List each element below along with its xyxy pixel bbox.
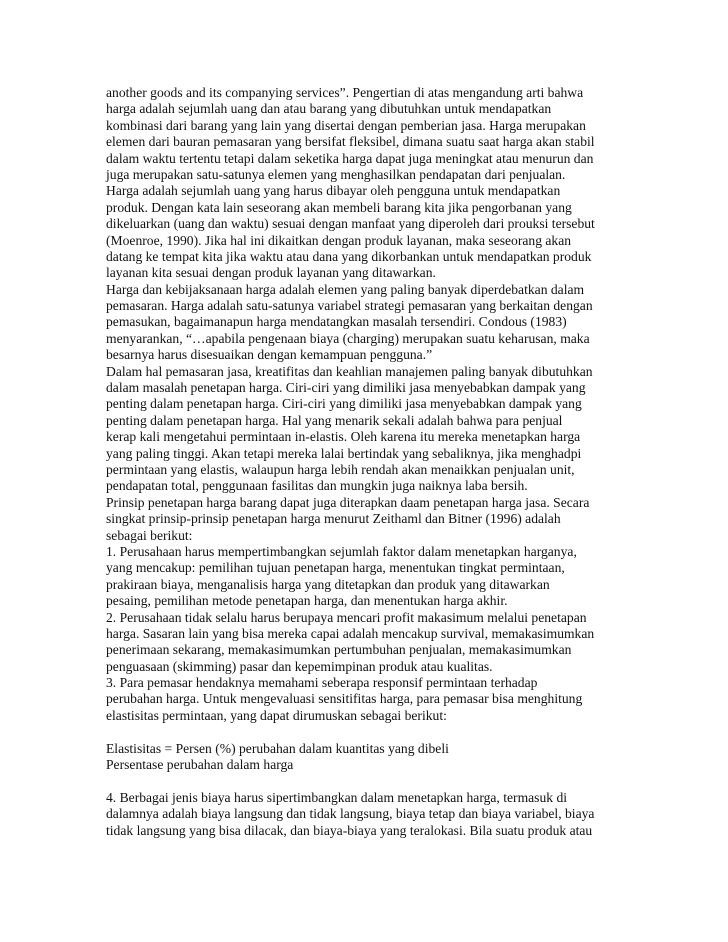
text-line: Prinsip penetapan harga barang dapat juga diterapkan daam penetapan harga jasa. Secara: [106, 494, 590, 510]
list-item-line: elastisitas permintaan, yang dapat dirumuskan sebagai berikut:: [106, 707, 447, 723]
text-line: singkat prinsip-prinsip penetapan harga menurut Zeithaml dan Bitner (1996) adalah: [106, 511, 561, 527]
blank-line: [106, 773, 728, 789]
blank-line: [106, 724, 728, 740]
text-line: pemasukan, bagaimanapun harga mendatangkan masalah tersendiri. Condous (1983): [106, 314, 567, 330]
list-item-line: 1. Perusahaan harus mempertimbangkan sejumlah faktor dalam menetapkan harganya,: [106, 543, 577, 559]
text-line: penting dalam penetapan harga. Ciri-ciri yang dimiliki jasa menyebabkan dampak yang: [106, 396, 582, 412]
text-line: permintaan yang elastis, walaupun harga lebih rendah akan menaikkan penjualan unit,: [106, 461, 575, 477]
text-line: menyarankan, “…apabila pengenaan biaya (charging) merupakan suatu keharusan, maka: [106, 330, 590, 346]
text-line: (Moenroe, 1990). Jika hal ini dikaitkan dengan produk layanan, maka seseorang akan: [106, 232, 572, 248]
text-line: produk. Dengan kata lain seseorang akan membeli barang kita jika pengorbanan yang: [106, 199, 572, 215]
text-line: layanan kita sesuai dengan produk layanan yang ditawarkan.: [106, 265, 436, 281]
list-item-line: penguasaan (skimming) pasar dan kepemimpinan produk atau kualitas.: [106, 658, 493, 674]
text-line: dikeluarkan (uang dan waktu) sesuai dengan manfaat yang diperoleh dari prouksi tersebut: [106, 216, 595, 232]
list-item-line: 4. Berbagai jenis biaya harus sipertimbangkan dalam menetapkan harga, termasuk di: [106, 789, 568, 805]
text-line: yang paling tinggi. Akan tetapi mereka lalai bertindak yang sebaliknya, jika menghadpi: [106, 445, 582, 461]
text-line: harga adalah sejumlah uang dan atau barang yang dibutuhkan untuk mendapatkan: [106, 101, 552, 117]
text-line: penting dalam penetapan harga. Hal yang menarik sekali adalah bahwa para penjual: [106, 412, 563, 428]
text-line: elemen dari bauran pemasaran yang bersifat fleksibel, dimana suatu saat harga akan stabil: [106, 134, 595, 150]
document-body: [106, 85, 728, 839]
text-line: kombinasi dari barang yang lain yang disertai dengan pemberian jasa. Harga merupakan: [106, 117, 586, 133]
text-line: pemasaran. Harga adalah satu-satunya variabel strategi pemasaran yang berkaitan dengan: [106, 298, 593, 314]
list-item-line: dalamnya adalah biaya langsung dan tidak langsung, biaya tetap dan biaya variabel, biaya: [106, 806, 595, 822]
list-item-line: perubahan harga. Untuk mengevaluasi sensitifitas harga, para pemasar bisa menghitung: [106, 691, 583, 707]
text-line: dalam masalah penetapan harga. Ciri-ciri yang dimiliki jasa menyebabkan dampak yang: [106, 380, 586, 396]
text-line: sebagai berikut:: [106, 527, 193, 543]
formula-denominator-line: Persentase perubahan dalam harga: [106, 757, 294, 773]
text-line: pendapatan total, penggunaan fasilitas dan mungkin juga naiknya laba bersih.: [106, 478, 528, 494]
text-line: juga merupakan satu-satunya elemen yang menghasilkan pendapatan dari penjualan.: [106, 166, 566, 182]
list-item-line: tidak langsung yang bisa dilacak, dan biaya-biaya yang teralokasi. Bila suatu produk atau: [106, 822, 593, 838]
text-line: Harga adalah sejumlah uang yang harus dibayar oleh pengguna untuk mendapatkan: [106, 183, 561, 199]
list-item-line: 3. Para pemasar hendaknya memahami seberapa responsif permintaan terhadap: [106, 675, 538, 691]
text-line: kerap kali mengetahui permintaan in-elastis. Oleh karena itu mereka menetapkan harga: [106, 429, 581, 445]
text-line: another goods and its companying services”. Pengertian di atas mengandung arti bahwa: [106, 85, 584, 100]
list-item-line: 2. Perusahaan tidak selalu harus berupaya mencari profit makasimum melalui penetapan: [106, 609, 587, 625]
text-line: dalam waktu tertentu tetapi dalam seketika harga dapat juga meningkat atau menurun dan: [106, 150, 594, 166]
text-line: Harga dan kebijaksanaan harga adalah elemen yang paling banyak diperdebatkan dalam: [106, 281, 585, 297]
formula-numerator-line: Elastisitas = Persen (%) perubahan dalam kuantitas yang dibeli: [106, 740, 449, 756]
text-line: besarnya harus disesuaikan dengan kemampuan pengguna.”: [106, 347, 433, 363]
text-line: datang ke tempat kita jika waktu atau dana yang dikorbankan untuk mendapatkan produk: [106, 248, 592, 264]
list-item-line: penerimaan sekarang, memakasimumkan pertumbuhan penjualan, memakasimumkan: [106, 642, 572, 658]
text-line: Dalam hal pemasaran jasa, kreatifitas dan keahlian manajemen paling banyak dibutuhkan: [106, 363, 593, 379]
list-item-line: yang mencakup: pemilihan tujuan penetapan harga, menentukan tingkat permintaan,: [106, 560, 565, 576]
list-item-line: pesaing, pemilihan metode penetapan harga, dan menentukan harga akhir.: [106, 593, 508, 609]
list-item-line: harga. Sasaran lain yang bisa mereka capai adalah mencakup survival, memakasimumkan: [106, 625, 595, 641]
list-item-line: prakiraan biaya, menganalisis harga yang ditetapkan dan produk yang ditawarkan: [106, 576, 550, 592]
